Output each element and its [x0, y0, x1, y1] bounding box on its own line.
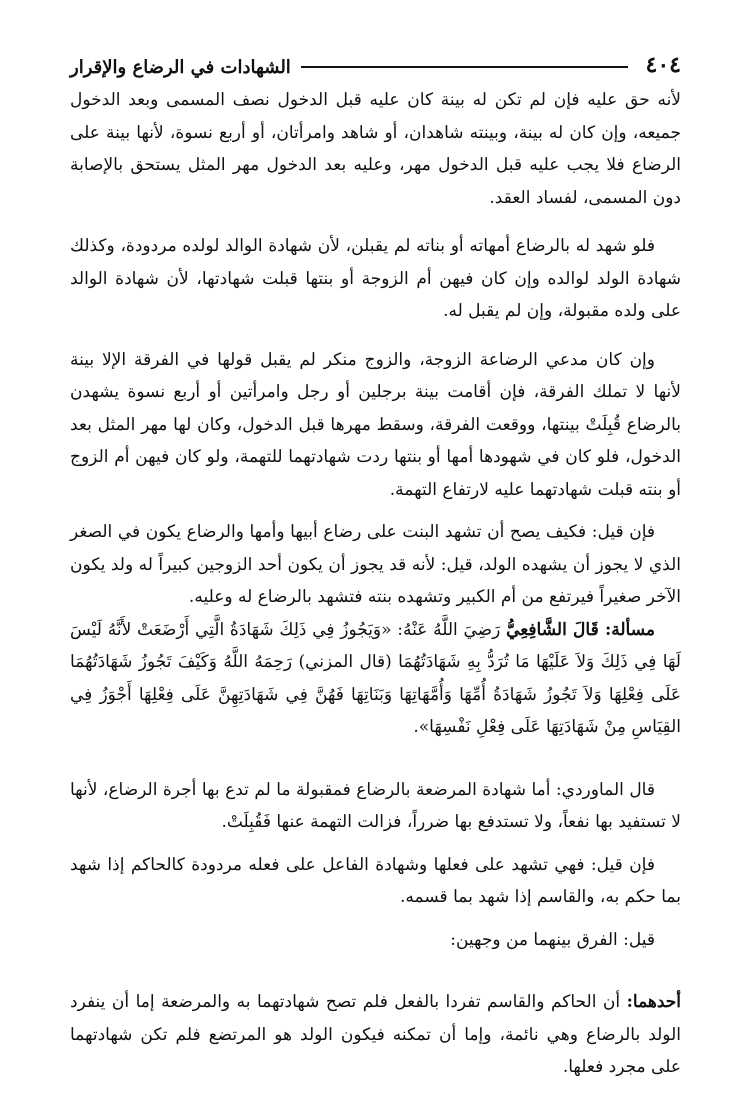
chapter-title: الشهادات في الرضاع والإقرار	[70, 57, 291, 78]
paragraph-text: لأنه حق عليه فإن لم تكن له بينة كان عليه قبل الدخول نصف المسمى وبعد الدخول جميعه، وإن كان له بينة، وبينته شاهدان، أو شاهد وامرأتان، أو أربع نسوة، لأنها بينة على الرضاع فلا يجب عليه قبل الدخول مهر، وعليه بعد الدخول مهر المثل يستحق بالإصابة دون المسمى، لفساد العقد.	[70, 90, 682, 208]
paragraph	[70, 924, 681, 957]
paragraph-text: أن الحاكم والقاسم تفردا بالفعل فلم تصح شهادتهما به والمرضعة إما أن ينفرد الولد بالرضاع وهي نائمة، وإما أن تمكنه فيكون الولد هو المرتضع فلم تكن شهادتهما على مجرد فعلها.	[70, 992, 681, 1077]
paragraph	[70, 344, 681, 507]
paragraph-text: وإن كان مدعي الرضاعة الزوجة، والزوج منكر لم يقبل قولها في الفرقة الإلا بينة لأنها لا تملك الفرقة، فإن أقامت بينة برجلين أو رجل وامرأتين أو أربع نسوة يشهدن بالرضاع قُبِلَتْ بينتها، ووقعت الفرقة، وسقط مهرها قبل الدخول، وكان لها مهر المثل بعد الدخول، فلو كان في شهودها أمها أو بنتها ردت شهادتهما للتهمة، ولو كان فيهن أم الزوج أو بنته قبلت شهادتهما عليه لارتفاع التهمة.	[70, 349, 681, 500]
masala-paragraph	[70, 614, 681, 744]
paragraph-text: فإن قيل: فكيف يصح أن تشهد البنت على رضاع أبيها وأمها والرضاع يكون في الصغر الذي لا يجوز أن يشهده الولد، قيل: لأنه قد يجوز أن يكون أحد الزوجين كبيراً له ولد يكون الآخر صغيراً فيرتفع من أم الكبير وتشهده بنته فتشهد بالرضاع له وعليه.	[70, 522, 681, 607]
paragraph-text: قال الماوردي: أما شهادة المرضعة بالرضاع فمقبولة ما لم تدع بها أجرة الرضاع، لأنها لا تستفيد بها نفعاً، ولا تستدفع بها ضرراً، فزالت التهمة عنها فَقُبِلَتْ.	[70, 779, 681, 832]
header-rule	[301, 66, 628, 68]
page-body	[70, 84, 681, 1084]
paragraph	[70, 84, 681, 214]
paragraph-lead: أحدهما:	[626, 992, 682, 1012]
page-number: ٤٠٤	[645, 52, 681, 78]
paragraph-text: فإن قيل: فهي تشهد على فعلها وشهادة الفاعل على فعله مردودة كالحاكم إذا شهد بما حكم به، والقاسم إذا شهد بما قسمه.	[70, 854, 681, 907]
paragraph	[70, 986, 681, 1084]
paragraph-text: فلو شهد له بالرضاع أمهاته أو بناته لم يقبلن، لأن شهادة الوالد لولده مردودة، وكذلك شهادة الولد لوالده وإن كان فيهن أم الزوجة أو بنتها قبلت شهادتها، لأن شهادة الوالد على ولده مقبولة، وإن لم يقبل له.	[70, 236, 681, 321]
paragraph	[70, 774, 681, 839]
page-header	[70, 52, 681, 78]
paragraph	[70, 516, 681, 614]
paragraph-text: رَضِيَ اللَّهُ عَنْهُ: «وَيَجُوزُ فِي ذَلِكَ شَهَادَةُ الَّتِي أَرْضَعَتْ لأَنَّهُ لَيْسَ لَهَا فِي ذَلِكَ وَلاَ عَلَيْهَا مَا تُرَدُّ بِهِ شَهَادَتُهُمَا (قال المزني) رَحِمَهُ اللَّهُ وَكَيْفَ تَجُوزُ شَهَادَتُهُمَا عَلَى فِعْلِهَا وَلاَ تَجُوزُ شَهَادَةُ أُمِّهَا وَأُمَّهَاتِهَا وَبَنَاتِهَا فَهُنَّ فِي شَهَادَتِهِنَّ عَلَى فِعْلِهَا أَجْوَزُ فِي القِيَاسِ مِنْ شَهَادَتِهَا عَلَى فِعْلِ نَفْسِهَا».	[70, 619, 681, 737]
paragraph	[70, 230, 681, 328]
paragraph	[70, 849, 681, 914]
masala-lead: مسألة: قَالَ الشَّافِعِيُّ	[506, 619, 655, 640]
paragraph-text: قيل: الفرق بينهما من وجهين:	[450, 929, 655, 950]
